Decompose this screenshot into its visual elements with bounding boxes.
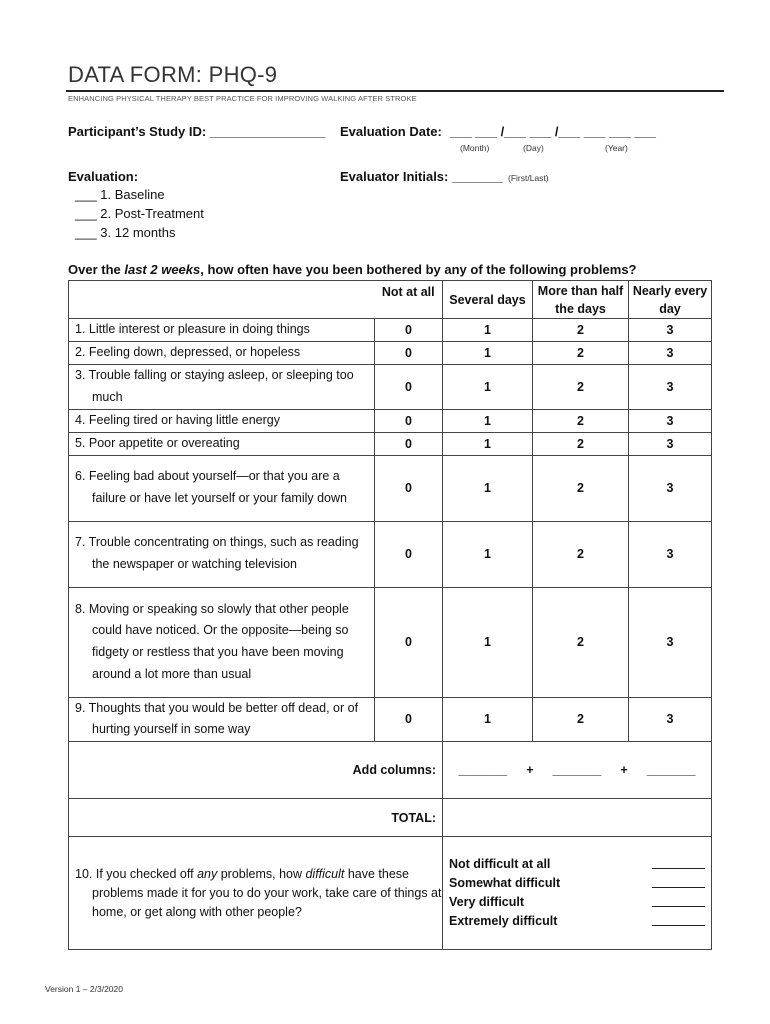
difficulty-blank[interactable] (652, 912, 705, 926)
col-several-days: Several days (443, 281, 533, 319)
question-prompt: Over the last 2 weeks, how often have you been bothered by any of the following problems? (68, 262, 637, 277)
sum-more-than-half-field[interactable]: _______ (552, 763, 602, 778)
score-1[interactable]: 1 (443, 409, 533, 432)
add-columns-label: Add columns: (69, 742, 443, 799)
item-text: 7. Trouble concentrating on things, such as reading the newspaper or watching television (69, 521, 375, 587)
difficulty-blank[interactable] (652, 874, 705, 888)
difficulty-blank[interactable] (652, 893, 705, 907)
item-text: 4. Feeling tired or having little energy (69, 409, 375, 432)
score-0[interactable]: 0 (375, 342, 443, 365)
item-text: 6. Feeling bad about yourself—or that you are a failure or have let yourself or your family down (69, 455, 375, 521)
version-footer: Version 1 – 2/3/2020 (45, 984, 123, 994)
score-1[interactable]: 1 (443, 432, 533, 455)
score-3[interactable]: 3 (629, 455, 712, 521)
table-row (69, 455, 712, 521)
score-0[interactable]: 0 (375, 319, 443, 342)
score-0[interactable]: 0 (375, 455, 443, 521)
score-3[interactable]: 3 (629, 365, 712, 410)
item-text: 9. Thoughts that you would be better off dead, or of hurting yourself in some way (69, 697, 375, 742)
score-2[interactable]: 2 (533, 409, 629, 432)
score-2[interactable]: 2 (533, 587, 629, 697)
score-3[interactable]: 3 (629, 409, 712, 432)
table-row (69, 587, 712, 697)
year-hint: (Year) (605, 143, 628, 153)
score-0[interactable]: 0 (375, 409, 443, 432)
col-more-than-half: More than half the days (533, 281, 629, 319)
score-1[interactable]: 1 (443, 455, 533, 521)
form-subtitle: ENHANCING PHYSICAL THERAPY BEST PRACTICE FOR IMPROVING WALKING AFTER STROKE (68, 94, 417, 103)
difficulty-blank[interactable] (652, 855, 705, 869)
score-2[interactable]: 2 (533, 365, 629, 410)
score-3[interactable]: 3 (629, 521, 712, 587)
col-not-at-all: Not at all (375, 281, 443, 319)
evaluation-date-field[interactable]: ___ ___ /___ ___ /___ ___ ___ ___ (450, 124, 657, 139)
table-row (69, 409, 712, 432)
study-id-field[interactable]: Participant’s Study ID: ________________ (68, 124, 326, 139)
total-label: TOTAL: (69, 799, 443, 837)
day-hint: (Day) (523, 143, 544, 153)
score-2[interactable]: 2 (533, 455, 629, 521)
table-row (69, 365, 712, 410)
plus-sign: + (526, 763, 534, 778)
total-field[interactable] (443, 799, 712, 837)
evaluation-option-12-months[interactable]: ___ 3. 12 months (75, 225, 176, 240)
phq9-table (68, 280, 712, 950)
score-2[interactable]: 2 (533, 432, 629, 455)
add-columns-cell (443, 742, 712, 799)
score-1[interactable]: 1 (443, 521, 533, 587)
initials-hint: (First/Last) (508, 173, 549, 183)
score-1[interactable]: 1 (443, 365, 533, 410)
difficulty-options (443, 837, 712, 950)
score-3[interactable]: 3 (629, 587, 712, 697)
evaluation-option-baseline[interactable]: ___ 1. Baseline (75, 187, 165, 202)
difficulty-row (69, 837, 712, 950)
item-text: 2. Feeling down, depressed, or hopeless (69, 342, 375, 365)
score-2[interactable]: 2 (533, 521, 629, 587)
score-1[interactable]: 1 (443, 342, 533, 365)
plus-sign: + (620, 763, 628, 778)
table-row (69, 697, 712, 742)
sum-nearly-every-day-field[interactable]: _______ (646, 763, 696, 778)
difficulty-option[interactable]: Very difficult (449, 893, 705, 912)
difficulty-option[interactable]: Extremely difficult (449, 912, 705, 931)
item-text: 3. Trouble falling or staying asleep, or sleeping too much (69, 365, 375, 410)
form-title: DATA FORM: PHQ-9 (68, 62, 278, 87)
score-0[interactable]: 0 (375, 587, 443, 697)
item-text: 5. Poor appetite or overeating (69, 432, 375, 455)
header-row (69, 281, 712, 319)
table-row (69, 521, 712, 587)
title-rule (66, 90, 724, 92)
score-2[interactable]: 2 (533, 342, 629, 365)
score-2[interactable]: 2 (533, 319, 629, 342)
score-2[interactable]: 2 (533, 697, 629, 742)
evaluation-option-post-treatment[interactable]: ___ 2. Post-Treatment (75, 206, 204, 221)
score-0[interactable]: 0 (375, 365, 443, 410)
total-row (69, 799, 712, 837)
item-text: 8. Moving or speaking so slowly that other people could have noticed. Or the opposite—being so fidgety or restless that you have been moving around a lot more than usual (69, 587, 375, 697)
score-3[interactable]: 3 (629, 319, 712, 342)
table-row (69, 342, 712, 365)
score-3[interactable]: 3 (629, 697, 712, 742)
month-hint: (Month) (460, 143, 490, 153)
score-1[interactable]: 1 (443, 697, 533, 742)
score-0[interactable]: 0 (375, 432, 443, 455)
score-1[interactable]: 1 (443, 587, 533, 697)
add-columns-row (69, 742, 712, 799)
table-row (69, 432, 712, 455)
score-0[interactable]: 0 (375, 697, 443, 742)
score-3[interactable]: 3 (629, 432, 712, 455)
sum-several-days-field[interactable]: _______ (458, 763, 508, 778)
header-blank (69, 281, 375, 319)
score-0[interactable]: 0 (375, 521, 443, 587)
evaluator-initials-field[interactable]: Evaluator Initials: _______ (340, 169, 503, 184)
table-row (69, 319, 712, 342)
score-3[interactable]: 3 (629, 342, 712, 365)
item-text: 1. Little interest or pleasure in doing things (69, 319, 375, 342)
evaluation-date-label: Evaluation Date: (340, 124, 442, 139)
difficulty-option[interactable]: Not difficult at all (449, 855, 705, 874)
difficulty-option[interactable]: Somewhat difficult (449, 874, 705, 893)
score-1[interactable]: 1 (443, 319, 533, 342)
col-nearly-every-day: Nearly every day (629, 281, 712, 319)
q10-text: 10. If you checked off any problems, how difficult have these problems made it for you to do your work, take care of things at home, or get along with other people? (69, 837, 443, 950)
evaluation-label: Evaluation: (68, 169, 139, 184)
